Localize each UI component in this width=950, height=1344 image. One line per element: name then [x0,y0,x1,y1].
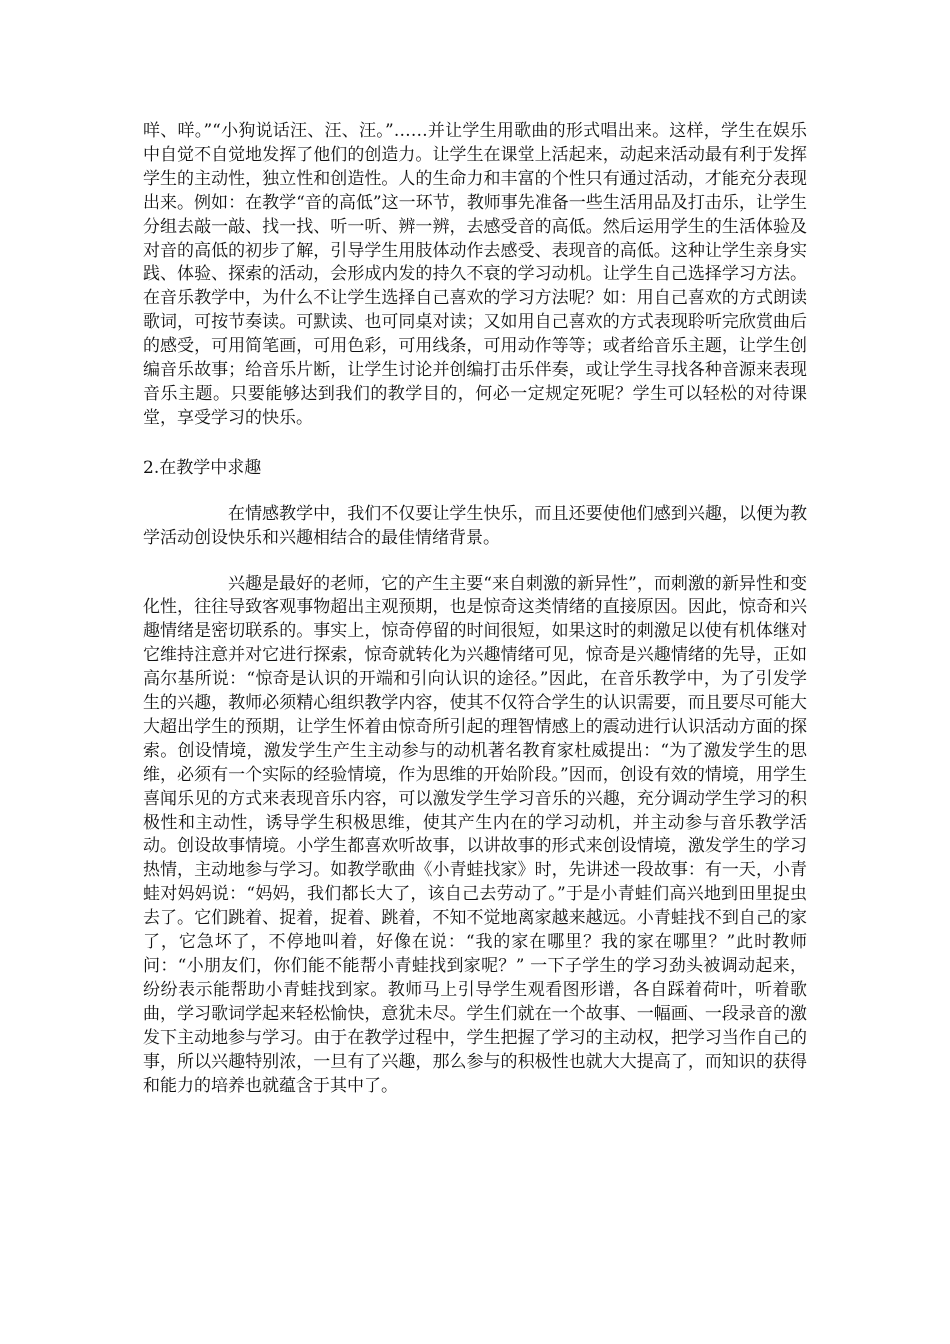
body-paragraph-3: 兴趣是最好的老师，它的产生主要“来自刺激的新异性”，而刺激的新异性和变化性，往往导致客观事物超出主观预期，也是惊奇这类情绪的直接原因。因此，惊奇和兴趣情绪是密切联系的。事实上，惊奇停留的时间很短，如果这时的刺激足以使有机体继对它维持注意并对它进行探索，惊奇就转化为兴趣情绪可见，惊奇是兴趣情绪的先导，正如高尔基所说：“惊奇是认识的开端和引向认识的途径。”因此，在音乐教学中，为了引发学生的兴趣，教师必须精心组织教学内容，使其不仅符合学生的认识需要，而且要尽可能大大超出学生的预期，让学生怀着由惊奇所引起的理智情感上的震动进行认识活动方面的探索。创设情境，激发学生产生主动参与的动机著名教育家杜威提出：“为了激发学生的思维，必须有一个实际的经验情境，作为思维的开始阶段。”因而，创设有效的情境，用学生喜闻乐见的方式来表现音乐内容，可以激发学生学习音乐的兴趣，充分调动学生学习的积极性和主动性，诱导学生积极思维，使其产生内在的学习动机，并主动参与音乐教学活动。创设故事情境。小学生都喜欢听故事，以讲故事的形式来创设情境，激发学生的学习热情，主动地参与学习。如教学歌曲《小青蛙找家》时，先讲述一段故事：有一天，小青蛙对妈妈说：“妈妈，我们都长大了，该自己去劳动了。”于是小青蛙们高兴地到田里捉虫去了。它们跳着、捉着，捉着、跳着，不知不觉地离家越来越远。小青蛙找不到自己的家了，它急坏了，不停地叫着，好像在说：“我的家在哪里？我的家在哪里？”此时教师问：“小朋友们，你们能不能帮小青蛙找到家呢？” 一下子学生的学习劲头被调动起来，纷纷表示能帮助小青蛙找到家。教师马上引导学生观看图形谱，各自踩着荷叶，听着歌曲，学习歌词学起来轻松愉快，意犹未尽。学生们就在一个故事、一幅画、一段录音的激发下主动地参与学习。由于在教学过程中，学生把握了学习的主动权，把学习当作自己的事，所以兴趣特别浓，一旦有了兴趣，那么参与的积极性也就大大提高了，而知识的获得和能力的培养也就蕴含于其中了。 [143,573,807,1096]
document-body [143,120,807,1098]
body-paragraph-2: 在情感教学中，我们不仅要让学生快乐，而且还要使他们感到兴趣，以便为教学活动创设快乐和兴趣相结合的最佳情绪背景。 [143,503,807,548]
section-heading: 2.在教学中求趣 [143,457,262,478]
body-paragraph-1: 咩、咩。”“小狗说话汪、汪、汪。”……并让学生用歌曲的形式唱出来。这样，学生在娱乐中自觉不自觉地发挥了他们的创造力。让学生在课堂上活起来，动起来活动最有利于发挥学生的主动性，独立性和创造性。人的生命力和丰富的个性只有通过活动，才能充分表现出来。例如：在教学“音的高低”这一环节，教师事先准备一些生活用品及打击乐，让学生分组去敲一敲、找一找、听一听、辨一辨，去感受音的高低。然后运用学生的生活体验及对音的高低的初步了解，引导学生用肢体动作去感受、表现音的高低。这种让学生亲身实践、体验、探索的活动，会形成内发的持久不衰的学习动机。让学生自己选择学习方法。在音乐教学中，为什么不让学生选择自己喜欢的学习方法呢？如：用自己喜欢的方式朗读歌词，可按节奏读。可默读、也可同桌对读；又如用自己喜欢的方式表现聆听完欣赏曲后的感受，可用简笔画，可用色彩，可用线条，可用动作等等；或者给音乐主题，让学生创编音乐故事；给音乐片断，让学生讨论并创编打击乐伴奏，或让学生寻找各种音源来表现音乐主题。只要能够达到我们的教学目的，何必一定规定死呢？学生可以轻松的对待课堂，享受学习的快乐。 [143,121,807,428]
